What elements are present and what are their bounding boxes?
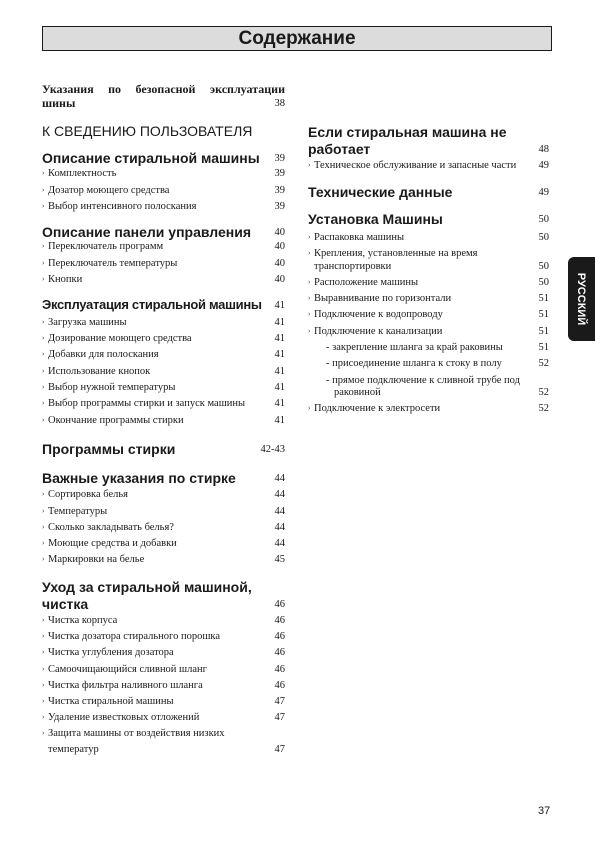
bullet-icon: › <box>42 507 45 515</box>
page-ref: 41 <box>274 415 285 426</box>
bullet-icon: › <box>42 350 45 358</box>
section-title[interactable]: Технические данные <box>308 184 453 200</box>
page-ref: 50 <box>538 277 549 288</box>
toc-item[interactable]: › Использование кнопок <box>42 366 151 377</box>
page-ref: 52 <box>538 403 549 414</box>
toc-item[interactable]: › Распаковка машины <box>308 232 405 243</box>
toc-item[interactable]: › Расположение машины <box>308 277 419 288</box>
page-ref: 48 <box>538 144 549 155</box>
bullet-icon: › <box>42 416 45 424</box>
bullet-icon: › <box>308 233 311 241</box>
bullet-icon: › <box>42 616 45 624</box>
bullet-icon: › <box>42 318 45 326</box>
bullet-icon: › <box>42 367 45 375</box>
section-title-line2[interactable]: работает <box>308 141 371 157</box>
page-ref: 52 <box>538 358 549 369</box>
page-ref: 44 <box>274 538 285 549</box>
bullet-icon: › <box>308 327 311 335</box>
toc-item[interactable]: › Выбор программы стирки и запуск машины <box>42 398 246 409</box>
page-ref: 47 <box>274 712 285 723</box>
page-ref: 41 <box>274 317 285 328</box>
page-ref: 51 <box>538 326 549 337</box>
page-ref: 39 <box>274 168 285 179</box>
page-ref: 44 <box>274 489 285 500</box>
section-title[interactable]: Описание панели управления <box>42 224 252 240</box>
toc-subitem[interactable]: - прямое подключение к сливной трубе под <box>326 375 520 386</box>
toc-item[interactable]: › Чистка углубления дозатора <box>42 647 174 658</box>
toc-item[interactable]: › Подключение к канализации <box>308 326 443 337</box>
toc-item[interactable]: › Самоочищающийся сливной шланг <box>42 664 207 675</box>
toc-item[interactable]: › Добавки для полоскания <box>42 349 159 360</box>
toc-item[interactable]: › Загрузка машины <box>42 317 127 328</box>
bullet-icon: › <box>42 275 45 283</box>
bullet-icon: › <box>42 523 45 531</box>
toc-item[interactable]: › Удаление известковых отложений <box>42 712 200 723</box>
bullet-icon: › <box>42 665 45 673</box>
page-ref: 45 <box>274 554 285 565</box>
page-ref: 50 <box>538 214 549 225</box>
bullet-icon: › <box>308 294 311 302</box>
bullet-icon: › <box>308 278 311 286</box>
bullet-icon: › <box>42 555 45 563</box>
bullet-icon: › <box>308 310 311 318</box>
toc-subitem-continued[interactable]: раковиной <box>334 387 381 398</box>
toc-item[interactable]: › Переключатель температуры <box>42 258 178 269</box>
toc-item[interactable]: › Окончание программы стирки <box>42 415 184 426</box>
bullet-icon: › <box>42 399 45 407</box>
page-ref: 51 <box>538 293 549 304</box>
bullet-icon: › <box>308 161 311 169</box>
page-ref: 44 <box>274 522 285 533</box>
page-ref: 40 <box>274 241 285 252</box>
toc-item-continued[interactable]: транспортировки <box>314 261 392 272</box>
page-ref: 42-43 <box>260 444 285 455</box>
page-ref: 41 <box>274 398 285 409</box>
bullet-icon: › <box>42 169 45 177</box>
bullet-icon: › <box>42 632 45 640</box>
bullet-icon: › <box>42 259 45 267</box>
bullet-icon: › <box>42 729 45 737</box>
page-ref: 40 <box>274 227 285 238</box>
page-ref: 46 <box>274 615 285 626</box>
toc-item[interactable]: › Дозатор моющего средства <box>42 185 170 196</box>
right-column <box>308 0 549 842</box>
section-title[interactable]: Установка Машины <box>308 211 443 227</box>
page-ref: 50 <box>538 232 549 243</box>
toc-item[interactable]: › Чистка стиральной машины <box>42 696 174 707</box>
toc-intro-line1[interactable]: Указания по безопасной эксплуатации <box>42 82 285 96</box>
page-ref: 49 <box>538 160 549 171</box>
page-ref: 52 <box>538 387 549 398</box>
page-ref: 47 <box>274 696 285 707</box>
toc-item[interactable]: › Чистка дозатора стирального порошка <box>42 631 221 642</box>
bullet-icon: › <box>42 383 45 391</box>
toc-item[interactable]: › Подключение к электросети <box>308 403 441 414</box>
bullet-icon: › <box>42 334 45 342</box>
page-ref: 46 <box>274 647 285 658</box>
toc-item[interactable]: › Моющие средства и добавки <box>42 538 177 549</box>
bullet-icon: › <box>42 242 45 250</box>
section-title-line2[interactable]: чистка <box>42 596 89 612</box>
page-ref: 41 <box>274 382 285 393</box>
page-ref: 44 <box>274 506 285 517</box>
toc-item[interactable]: › Чистка фильтра наливного шланга <box>42 680 203 691</box>
toc-item[interactable]: › Температуры <box>42 506 108 517</box>
section-title-line1[interactable]: Если стиральная машина не <box>308 124 507 140</box>
toc-item[interactable]: › Техническое обслуживание и запасные части <box>308 160 517 171</box>
page-ref: 46 <box>274 599 285 610</box>
toc-item[interactable]: › Дозирование моющего средства <box>42 333 192 344</box>
page-number: 37 <box>538 805 551 817</box>
bullet-icon: › <box>42 539 45 547</box>
toc-item[interactable]: › Чистка корпуса <box>42 615 118 626</box>
toc-subitem[interactable]: - закрепление шланга за край раковины <box>326 342 503 353</box>
toc-item[interactable]: › Выравнивание по горизонтали <box>308 293 452 304</box>
bullet-icon: › <box>308 404 311 412</box>
page-ref: 50 <box>538 261 549 272</box>
bullet-icon: › <box>42 490 45 498</box>
toc-item-continued[interactable]: температур <box>48 744 99 755</box>
toc-item[interactable]: › Маркировки на белье <box>42 554 145 565</box>
page-ref: 41 <box>274 349 285 360</box>
bullet-icon: › <box>42 697 45 705</box>
left-column <box>42 0 285 842</box>
page-ref: 40 <box>274 274 285 285</box>
section-title-line1[interactable]: Уход за стиральной машиной, <box>42 579 252 595</box>
section-title[interactable]: Описание стиральной машины <box>42 150 260 166</box>
toc-item[interactable]: › Защита машины от воздействия низких <box>42 728 225 739</box>
toc-item[interactable]: › Переключатель программ <box>42 241 164 252</box>
section-title[interactable]: Эксплуатация стиральной машины <box>42 297 262 312</box>
user-section-heading: К СВЕДЕНИЮ ПОЛЬЗОВАТЕЛЯ <box>42 123 253 139</box>
bullet-icon: › <box>308 249 311 257</box>
bullet-icon: › <box>42 186 45 194</box>
toc-item[interactable]: › Крепления, установленные на время <box>308 248 478 259</box>
section-title[interactable]: Программы стирки <box>42 441 176 457</box>
page-ref: 39 <box>274 153 285 164</box>
language-tab-label: РУССКИЙ <box>575 272 587 326</box>
page-title: Содержание <box>42 26 552 51</box>
page-ref: 41 <box>274 333 285 344</box>
toc-item[interactable]: › Выбор интенсивного полоскания <box>42 201 197 212</box>
bullet-icon: › <box>42 681 45 689</box>
toc-item[interactable]: › Выбор нужной температуры <box>42 382 176 393</box>
page-ref: 41 <box>274 300 285 311</box>
bullet-icon: › <box>42 202 45 210</box>
language-tab <box>568 257 595 341</box>
page-ref: 39 <box>274 201 285 212</box>
toc-item[interactable]: › Сортировка белья <box>42 489 128 500</box>
page-ref: 46 <box>274 631 285 642</box>
bullet-icon: › <box>42 713 45 721</box>
page-ref: 51 <box>538 342 549 353</box>
page-ref: 39 <box>274 185 285 196</box>
page-ref: 41 <box>274 366 285 377</box>
page-ref: 51 <box>538 309 549 320</box>
page-ref: 47 <box>274 744 285 755</box>
toc-subitem[interactable]: - присоединение шланга к стоку в полу <box>326 358 502 369</box>
toc-item[interactable]: › Комплектность <box>42 168 117 179</box>
bullet-icon: › <box>42 648 45 656</box>
page-ref: 44 <box>274 473 285 484</box>
toc-item[interactable]: › Сколько закладывать белья? <box>42 522 174 533</box>
page-ref: 46 <box>274 664 285 675</box>
toc-item[interactable]: › Кнопки <box>42 274 83 285</box>
section-title[interactable]: Важные указания по стирке <box>42 470 236 486</box>
page-ref: 40 <box>274 258 285 269</box>
page-ref: 49 <box>538 187 549 198</box>
toc-item[interactable]: › Подключение к водопроводу <box>308 309 443 320</box>
toc-intro-line2[interactable]: шины <box>42 96 76 110</box>
page-ref: 38 <box>274 98 285 109</box>
page-ref: 46 <box>274 680 285 691</box>
